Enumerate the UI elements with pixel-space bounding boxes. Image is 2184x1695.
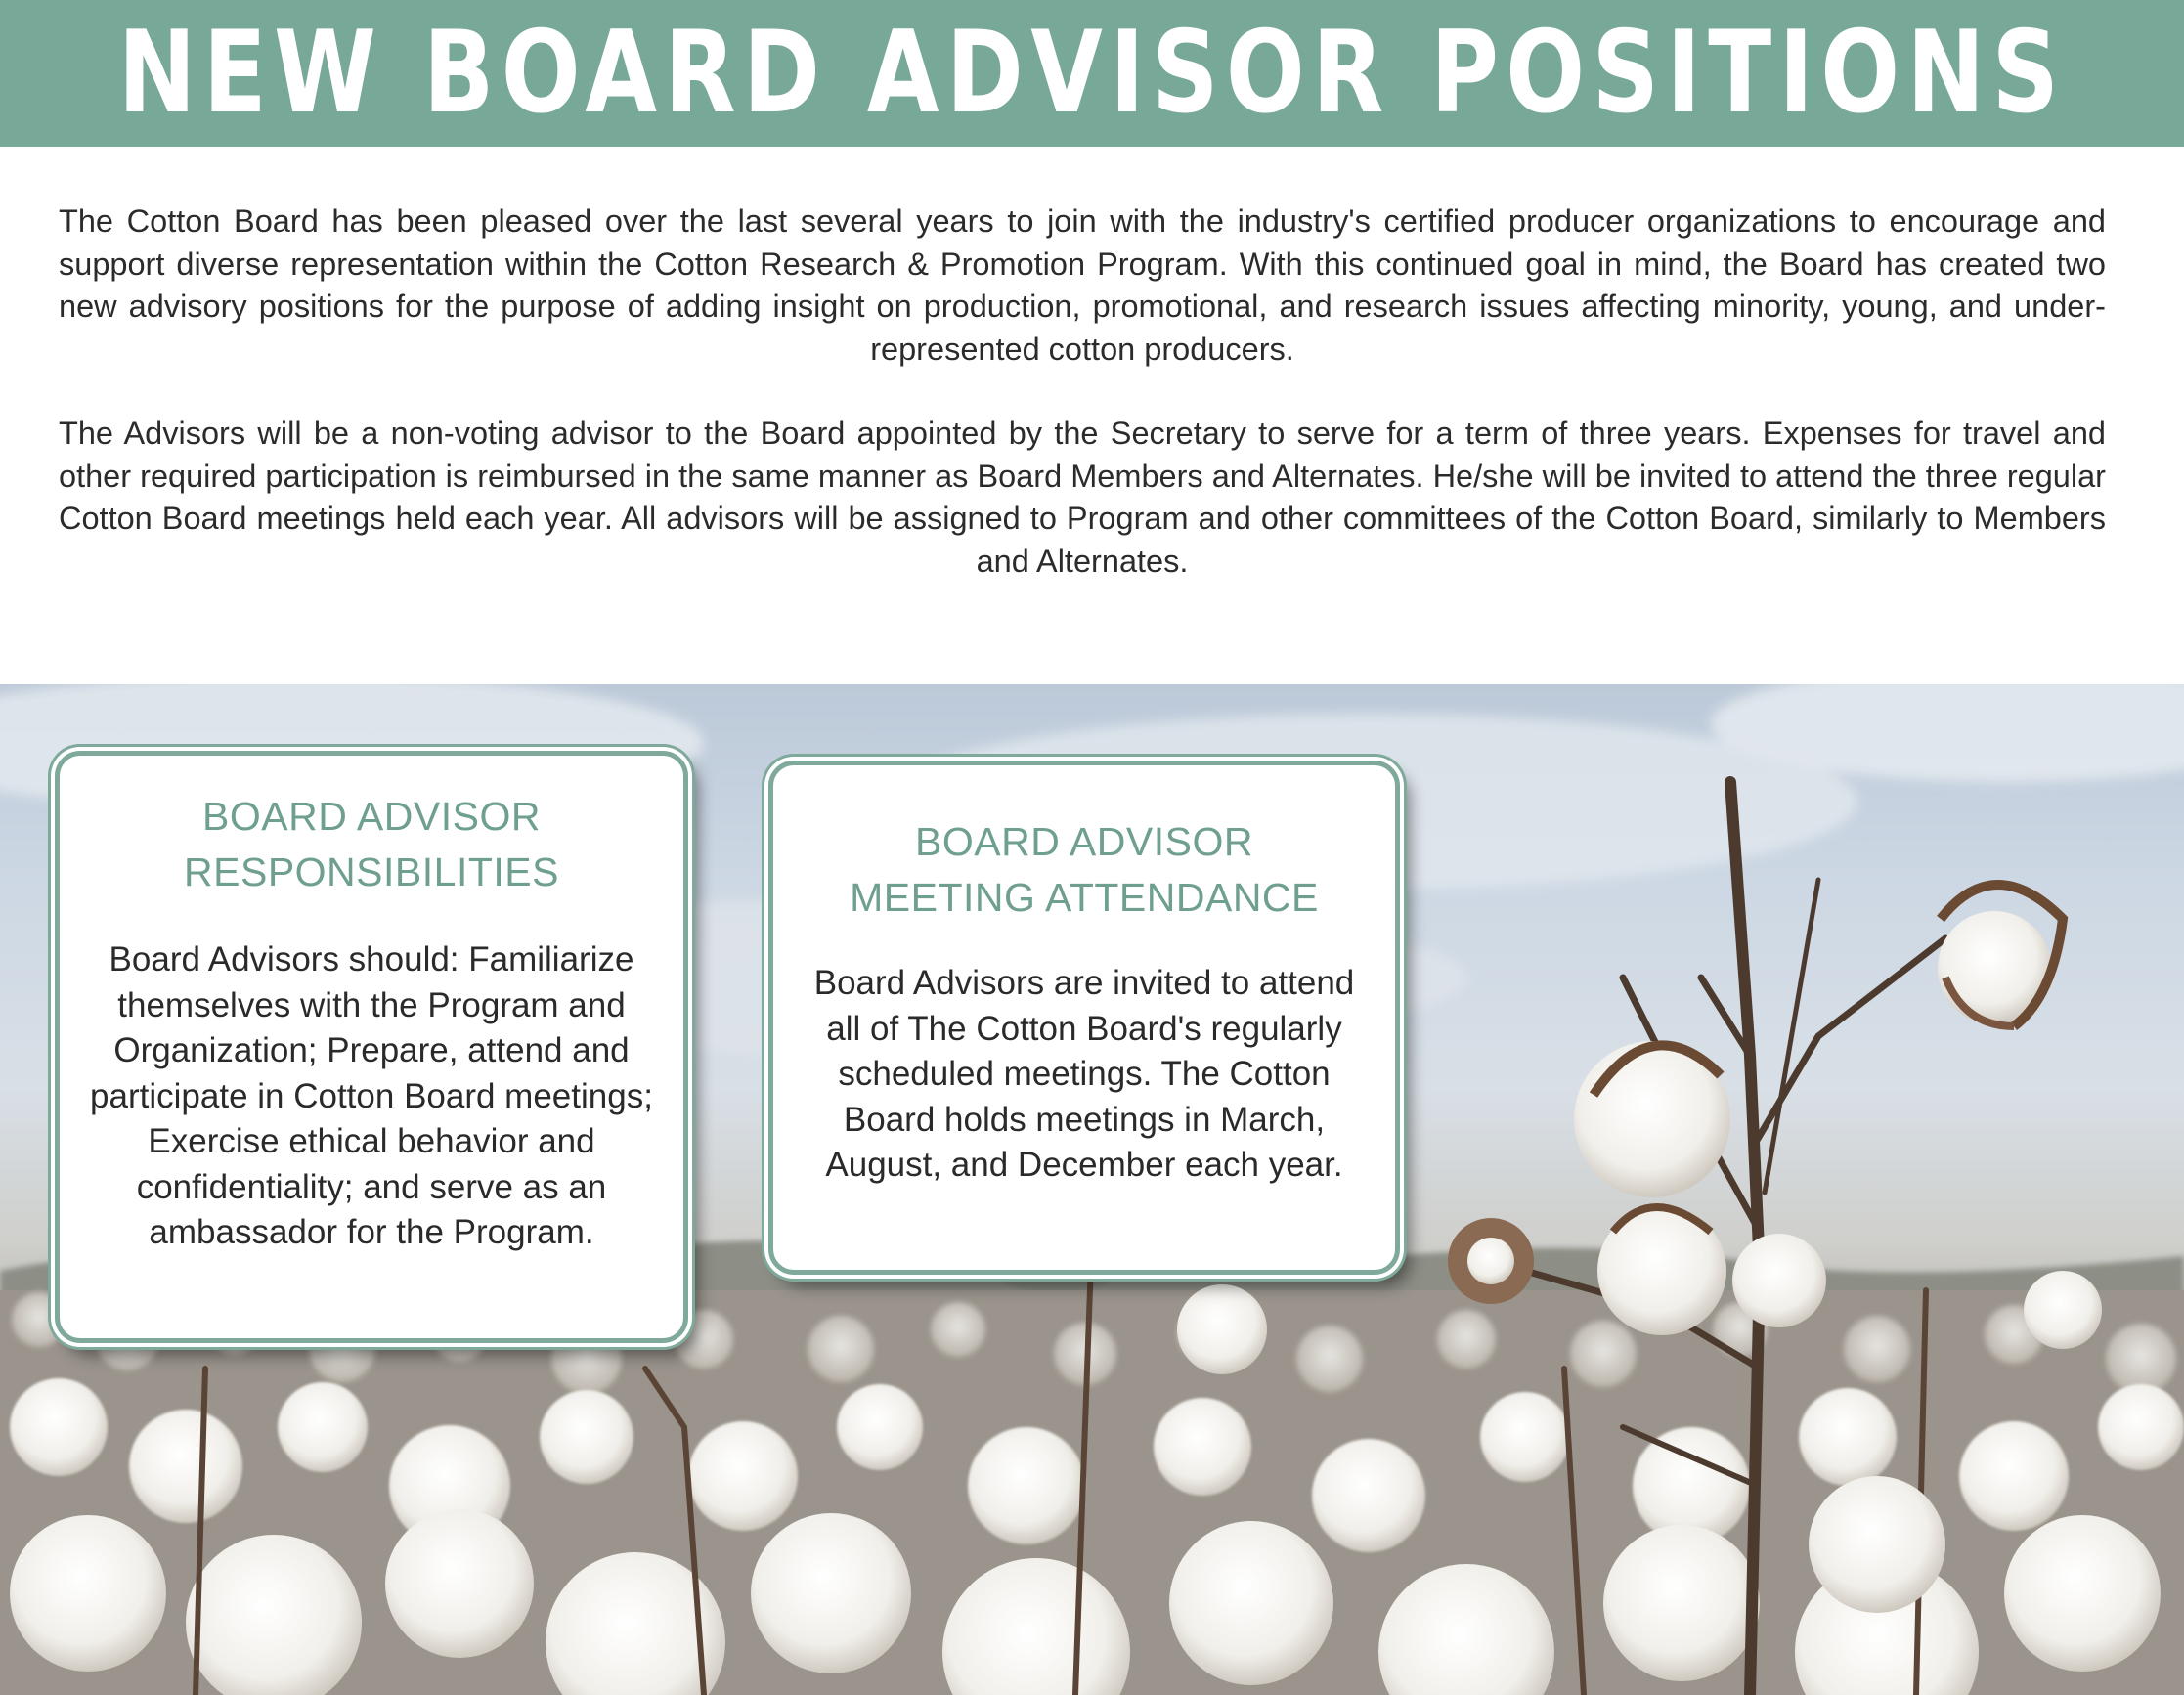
meeting-attendance-title bbox=[801, 814, 1368, 926]
page-title: NEW BOARD ADVISOR POSITIONS bbox=[117, 7, 2067, 139]
meeting-attendance-body: Board Advisors are invited to attend all of The Cotton Board's regularly scheduled meetings. The Cotton Board holds meetings in March, August, and December each year. bbox=[813, 964, 1355, 1184]
responsibilities-card bbox=[55, 751, 688, 1343]
responsibilities-title-line-1: BOARD ADVISOR bbox=[202, 794, 541, 839]
meeting-attendance-card bbox=[768, 761, 1400, 1275]
meeting-attendance-title-line-2: MEETING ATTENDANCE bbox=[850, 875, 1319, 920]
intro-paragraph-2: The Advisors will be a non-voting advisor to the Board appointed by the Secretary to serve for a term of three years. Expenses for travel and other required participation is reimbursed in the same manner as Board Members and Alternates. He/she will be invited to attend the three regular Cotton Board meetings held each year. All advisors will be assigned to Program and other committees of the Cotton Board, similarly to Members and Alternates. bbox=[59, 415, 2106, 579]
responsibilities-body: Board Advisors should: Familiarize themselves with the Program and Organization; Prepare, attend and participate in Cotton Board meetings; Exercise ethical behavior and confidentiality; and serve as an ambassador for the Program. bbox=[90, 940, 653, 1251]
intro-paragraph-1: The Cotton Board has been pleased over the last several years to join with the industry's certified producer organizations to encourage and support diverse representation within the Cotton Research & Promotion Program. With this continued goal in mind, the Board has created two new advisory positions for the purpose of adding insight on production, promotional, and research issues affecting minority, young, and under-represented cotton producers. bbox=[59, 203, 2106, 367]
title-banner bbox=[0, 0, 2184, 147]
meeting-attendance-title-line-1: BOARD ADVISOR bbox=[915, 819, 1253, 864]
intro-text bbox=[59, 200, 2106, 625]
responsibilities-title-line-2: RESPONSIBILITIES bbox=[184, 849, 559, 894]
responsibilities-title bbox=[89, 789, 654, 900]
